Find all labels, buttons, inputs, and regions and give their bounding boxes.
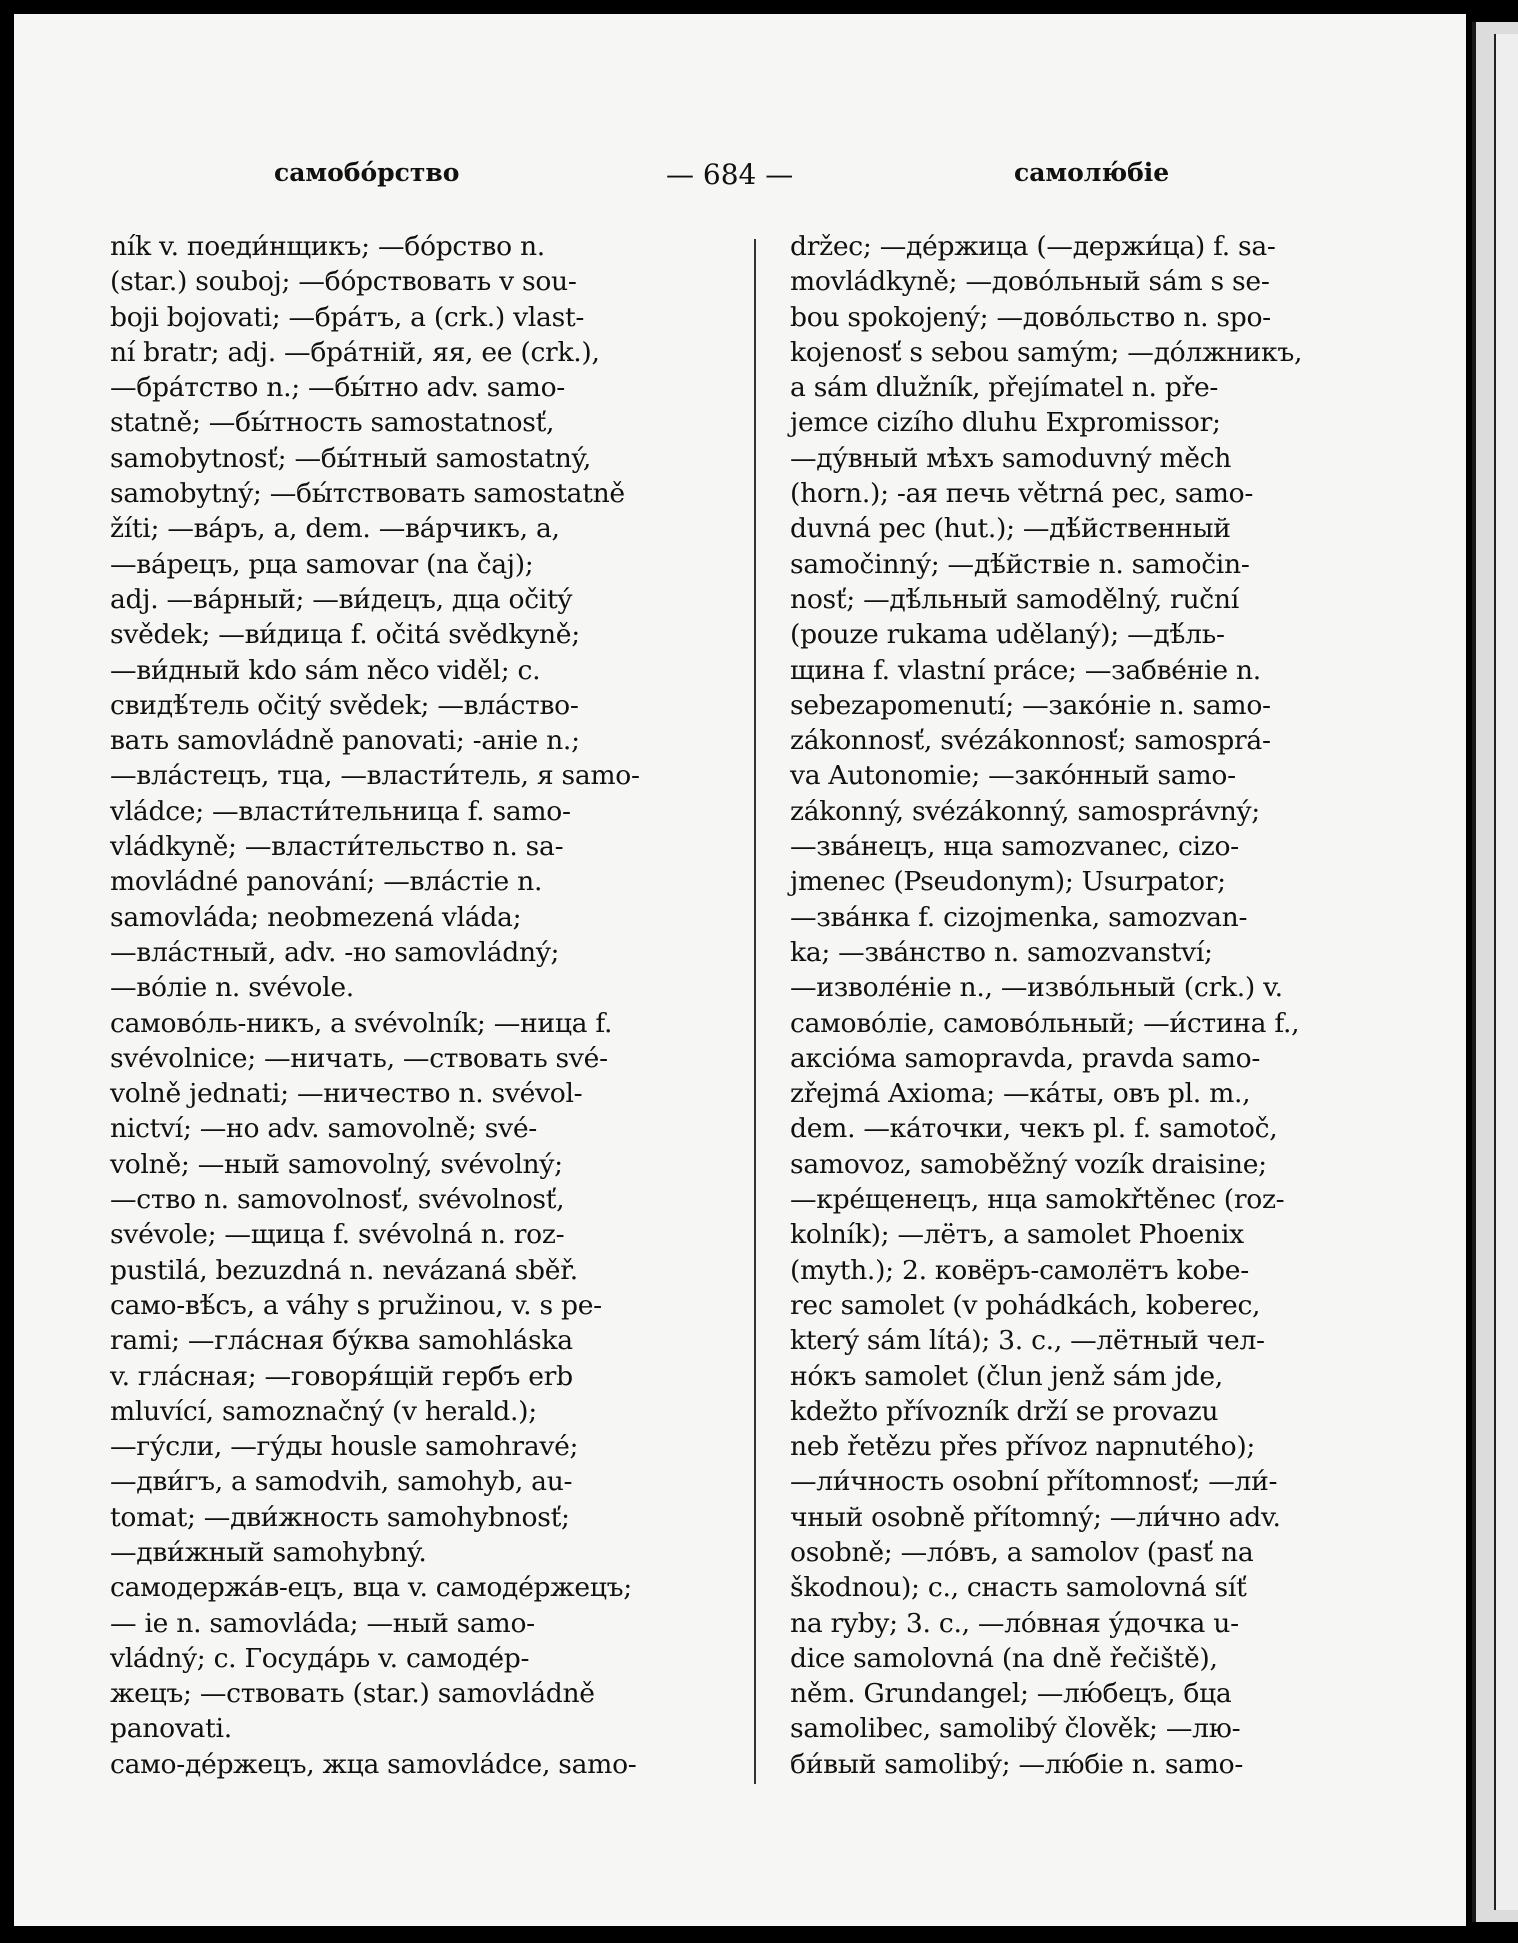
text-line: —ли́чность osobní přítomnosť; —ли́- — [790, 1466, 1278, 1498]
text-line: vládce; —власти́тельница f. samo- — [110, 795, 571, 827]
text-line: adj. —ва́рный; —ви́децъ, дца očitý — [110, 583, 573, 615]
text-line: statně; —бы́тность samostatnosť, — [110, 407, 555, 439]
text-line: neb řetězu přes přívoz napnutého); — [790, 1431, 1256, 1463]
text-line: (horn.); -ая печь větrná pec, samo- — [790, 478, 1254, 510]
text-line: boji bojovati; —бра́тъ, a (crk.) vlast- — [110, 301, 585, 333]
text-line: sebezapomenutí; —зако́ніе n. samo- — [790, 689, 1271, 721]
text-line: samobytnosť; —бы́тный samostatný, — [110, 442, 591, 474]
text-line: —ва́рецъ, рца samovar (na čaj); — [110, 548, 534, 580]
text-line: (star.) souboj; —бо́рствовать v sou- — [110, 266, 577, 298]
page-edge-inner — [1494, 34, 1518, 1910]
text-line: —ду́вный мѣхъ samoduvný měch — [790, 442, 1232, 474]
text-line: —ство n. samovolnosť, svévolnosť, — [110, 1184, 565, 1216]
text-line: vládkyně; —власти́тельство n. sa- — [110, 831, 564, 863]
text-line: —изволе́ніе n., —изво́льный (crk.) v. — [790, 972, 1283, 1004]
text-line: ka; —зва́нство n. samozvanství; — [790, 936, 1213, 968]
text-line: samolibec, samolibý člověk; —лю- — [790, 1713, 1241, 1745]
text-line: jemce cizího dluhu Expromissor; — [790, 407, 1221, 439]
right-column — [790, 229, 1408, 1782]
text-line: —гу́сли, —гу́ды housle samohravé; — [110, 1431, 579, 1463]
text-line: mluvící, samoznačný (v herald.); — [110, 1395, 537, 1427]
text-line: zákonný, svézákonný, samosprávný; — [790, 795, 1260, 827]
text-line: жецъ; —ствовать (star.) samovládně — [110, 1678, 595, 1710]
text-line: само-де́ржецъ, жца samovládce, samo- — [110, 1748, 637, 1780]
text-line: zákonnosť, svézákonnosť; samosprá- — [790, 725, 1271, 757]
text-line: tomat; —дви́жность samohybnosť; — [110, 1501, 570, 1533]
text-line: —дви́жный samohybný. — [110, 1536, 427, 1568]
text-line: držec; —де́ржица (—держи́ца) f. sa- — [790, 231, 1276, 262]
text-line: щина f. vlastní práce; —забве́ніе n. — [790, 654, 1261, 686]
text-line: na ryby; 3. c., —ло́вная у́дочка u- — [790, 1607, 1239, 1639]
text-line: ní bratr; adj. —бра́тній, яя, ее (crk.), — [110, 336, 600, 368]
text-line: (pouze rukama udělaný); —дѣ́ль- — [790, 619, 1225, 651]
text-line: но́къ samolet (člun jenž sám jde, — [790, 1360, 1223, 1392]
page-header — [14, 158, 1466, 198]
text-line: samočinný; —дѣ́йствіе n. samočin- — [790, 548, 1250, 580]
text-line: вать samovládně panovati; -аніе n.; — [110, 725, 580, 757]
text-line: samobytný; —бы́тствовать samostatně — [110, 478, 625, 510]
text-line: —бра́тство n.; —бы́тно adv. samo- — [110, 372, 565, 404]
text-line: svévolnice; —ничать, —ствовать své- — [110, 1042, 608, 1074]
text-line: osobně; —ло́въ, a samolov (pasť na — [790, 1536, 1254, 1568]
text-line: kolník); —лётъ, a samolet Phoenix — [790, 1219, 1244, 1251]
text-line: dice samolovná (na dně řečiště), — [790, 1642, 1218, 1674]
text-line: volně jednati; —ничество n. svévol- — [110, 1078, 583, 1110]
text-line: чный osobně přítomný; —ли́чно adv. — [790, 1501, 1281, 1533]
text-line: само-вѣ́съ, a váhy s pružinou, v. s pe- — [110, 1289, 602, 1321]
text-line: —кре́щенецъ, нца samokřtěnec (roz- — [790, 1184, 1285, 1216]
text-line: svědek; —ви́дица f. očitá svědkyně; — [110, 619, 580, 651]
text-line: volně; —ный samovolný, svévolný; — [110, 1148, 563, 1180]
text-line: a sám dlužník, přejímatel n. pře- — [790, 372, 1219, 404]
text-line: duvná pec (hut.); —дѣ́йственный — [790, 513, 1231, 545]
text-line: va Autonomie; —зако́нный samo- — [790, 760, 1236, 792]
text-line: samovoz, samoběžný vozík draisine; — [790, 1148, 1267, 1180]
header-right-guideword: самолю́біе — [1014, 158, 1170, 187]
text-line: jmenec (Pseudonym); Usurpator; — [790, 866, 1226, 898]
text-line: dem. —ка́точки, чекъ pl. f. samotoč, — [790, 1113, 1278, 1145]
text-line: movládné panování; —вла́стіе n. — [110, 866, 543, 898]
page-number: — 684 — — [666, 158, 794, 191]
text-line: movládkyně; —дово́льный sám s se- — [790, 266, 1270, 298]
left-column — [110, 229, 722, 1782]
header-left-guideword: самобо́рство — [274, 158, 460, 187]
text-line: samovláda; neobmezená vláda; — [110, 901, 522, 933]
text-line: —ви́дный kdo sám něco viděl; c. — [110, 654, 541, 686]
text-line: který sám lítá); 3. c., —лётный чел- — [790, 1325, 1265, 1357]
dictionary-page — [14, 14, 1466, 1926]
text-line: vládný; c. Госуда́рь v. самоде́р- — [110, 1642, 530, 1674]
text-line: (myth.); 2. ковёръ-самолётъ kobe- — [790, 1254, 1249, 1286]
text-line: škodnou); c., снасть samolovná síť — [790, 1572, 1247, 1604]
text-line: v. гла́сная; —говоря́щій гербъ erb — [110, 1360, 573, 1392]
text-line: nosť; —дѣ́льный samodělný, ruční — [790, 583, 1239, 615]
text-line: —зва́нецъ, нца samozvanec, cizo- — [790, 831, 1239, 863]
text-line: свидѣ́тель očitý svědek; —вла́ство- — [110, 689, 579, 721]
text-line: —дви́гъ, a samodvih, samohyb, au- — [110, 1466, 573, 1498]
column-divider — [754, 239, 756, 1784]
text-line: žíti; —ва́ръ, a, dem. —ва́рчикъ, a, — [110, 513, 560, 545]
text-line: rec samolet (v pohádkách, koberec, — [790, 1289, 1261, 1321]
text-line: —вла́стецъ, тца, —власти́тель, я samo- — [110, 760, 640, 792]
text-line: pustilá, bezuzdná n. nevázaná sběř. — [110, 1254, 578, 1286]
text-line: би́вый samolibý; —лю́біе n. samo- — [790, 1748, 1244, 1780]
text-line: zřejmá Axioma; —ка́ты, овъ pl. m., — [790, 1078, 1251, 1110]
next-page-edge — [1472, 22, 1518, 1922]
text-line: něm. Grundangel; —лю́бецъ, бца — [790, 1678, 1232, 1710]
text-line: panovati. — [110, 1713, 232, 1745]
text-line: —во́ліе n. svévole. — [110, 972, 354, 1004]
text-line: nictví; —но adv. samovolně; své- — [110, 1113, 537, 1145]
text-line: —зва́нка f. cizojmenka, samozvan- — [790, 901, 1248, 933]
text-line: самово́ль-никъ, a svévolník; —ница f. — [110, 1007, 613, 1039]
text-line: самово́ліе, самово́льный; —и́стина f., — [790, 1007, 1300, 1039]
text-line: rami; —гла́сная бу́ква samohláska — [110, 1325, 573, 1357]
text-line: —вла́стный, adv. -но samovládný; — [110, 936, 560, 968]
text-line: ník v. поеди́нщикъ; —бо́рство n. — [110, 231, 545, 262]
text-line: bou spokojený; —дово́льство n. spo- — [790, 301, 1271, 333]
text-line: kojenosť s sebou samým; —до́лжникъ, — [790, 336, 1303, 368]
text-line: аксіо́ма samopravda, pravda samo- — [790, 1042, 1261, 1074]
text-line: — іе n. samovláda; —ный samo- — [110, 1607, 535, 1639]
text-line: svévole; —щица f. svévolná n. roz- — [110, 1219, 565, 1251]
text-line: kdežto přívozník drží se provazu — [790, 1395, 1219, 1427]
text-line: самодержа́в-ецъ, вца v. самоде́ржецъ; — [110, 1572, 632, 1604]
